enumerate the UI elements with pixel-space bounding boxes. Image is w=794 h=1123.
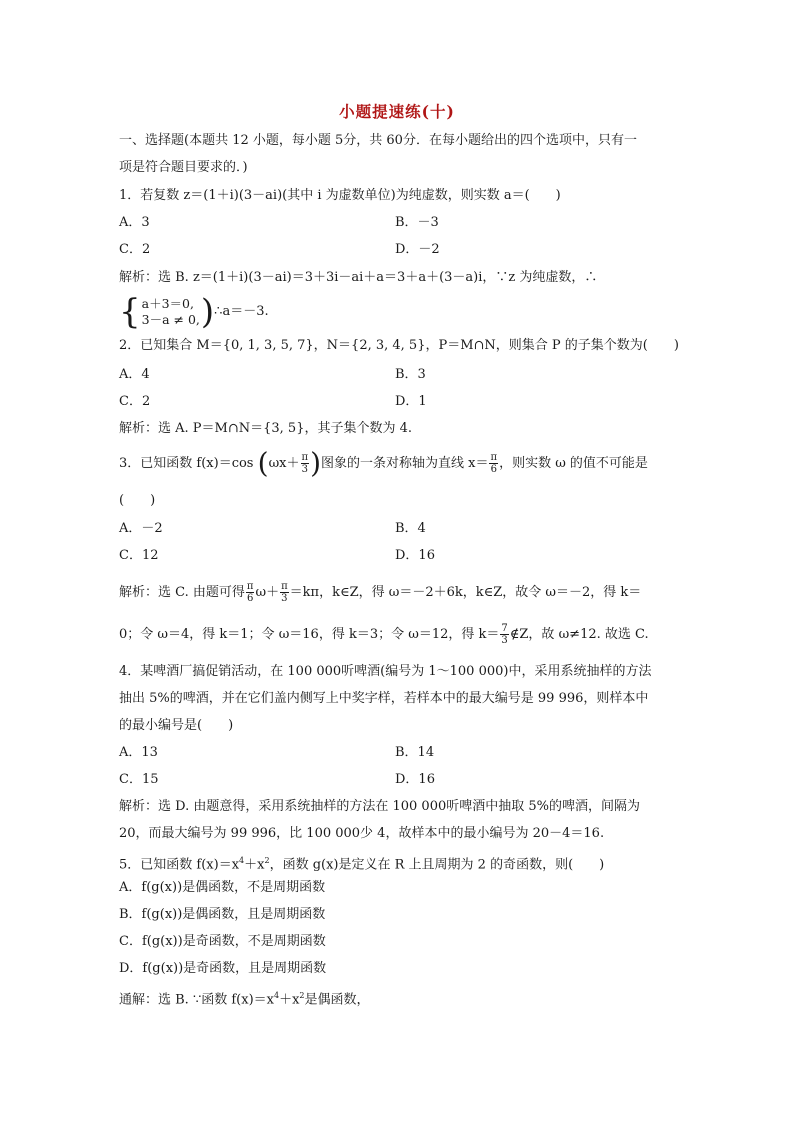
q5-solution: 通解：选 B. ∵函数 $f(x)=x^4+x^2$是偶函数， [119, 991, 370, 1008]
section-intro-line1: 一、选择题(本题共 12 小题，每小题 5分，共 60分．在每小题给出的四个选项中，只有一 [119, 133, 637, 148]
fraction-pi-over-3: $\frac{\pi}{3}$ [281, 581, 288, 604]
q2-option-d: D．1 [395, 394, 427, 409]
q5-stem: 5．已知函数 $f(x)=x^4+x^2$，函数 g(x)是定义在 R 上且周期为 2 的奇函数，则( ) [119, 856, 605, 873]
q2-option-b: B．3 [395, 367, 426, 382]
q3-answer-parens: ( ) [119, 493, 156, 508]
left-paren: ( [257, 446, 269, 480]
q5-option-d: D．f(g(x))是奇函数，且是周期函数 [119, 961, 327, 976]
system-row-1: a＋3＝0, [141, 296, 194, 311]
q4-stem-line2: 抽出 5%的啤酒，并在它们盖内侧写上中奖字样，若样本中的最大编号是 99 996，则样本中 [119, 691, 649, 706]
q4-option-d: D．16 [395, 772, 435, 787]
q2-option-a: A．4 [119, 367, 150, 382]
q4-stem-line1: 4．某啤酒厂搞促销活动，在 100 000听啤酒(编号为 1～100 000)中，采用系统抽样的方法 [119, 664, 652, 679]
q2-option-c: C．2 [119, 394, 151, 409]
system-conclusion: ∴a＝－3. [214, 304, 269, 319]
q4-stem-line3: 的最小编号是( ) [119, 718, 234, 733]
section-intro-line2: 项是符合题目要求的．) [119, 160, 248, 175]
q4-option-c: C．15 [119, 772, 159, 787]
q3-option-c: C．12 [119, 548, 159, 563]
q4-option-a: A．13 [119, 745, 158, 760]
q3-solution-line1: 解析：选 C. 由题可得 $\frac{\pi}{6}$ ω＋ $\frac{\pi}{3}$ ＝kπ，k∈Z，得 ω＝－2＋6k，k∈Z，故令 ω＝－2，得 k＝ [119, 581, 642, 604]
q3-solution-line2: 0；令 ω＝4，得 k＝1；令 ω＝16，得 k＝3；令 ω＝12，得 k＝ $\frac{7}{3}$ ∉Z，故 ω≠12. 故选 C. [119, 623, 649, 646]
q1-option-c: C．2 [119, 242, 151, 257]
q3-option-a: A．－2 [119, 521, 163, 536]
right-brace: ) [200, 292, 215, 332]
fraction-pi-over-3: $\frac{\pi}{3}$ [301, 452, 309, 475]
q3-option-b: B．4 [395, 521, 426, 536]
page-title: 小题提速练(十) [339, 102, 455, 121]
fraction-7-over-3: $\frac{7}{3}$ [501, 623, 508, 646]
q3-option-d: D．16 [395, 548, 435, 563]
q4-solution-line2: 20，而最大编号为 99 996，比 100 000少 4，故样本中的最小编号为 20－4＝16. [119, 826, 605, 841]
q3-stem: 3．已知函数 f(x)＝cos (ωx＋ $\frac{\pi}{3}$ )图象的一条对称轴为直线 x＝ $\frac{\pi}{6}$ ，则实数 ω 的值不可能是 [119, 446, 648, 480]
q1-stem: 1．若复数 z＝(1＋i)(3－ai)(其中 i 为虚数单位)为纯虚数，则实数 a＝( ) [119, 188, 561, 203]
system-row-2: 3－a ≠ 0, [141, 312, 200, 327]
q4-option-b: B．14 [395, 745, 435, 760]
q1-option-d: D．－2 [395, 242, 440, 257]
q5-option-a: A．f(g(x))是偶函数，不是周期函数 [119, 880, 326, 895]
q5-option-c: C．f(g(x))是奇函数，不是周期函数 [119, 934, 326, 949]
q1-option-b: B．－3 [395, 215, 439, 230]
q5-option-b: B．f(g(x))是偶函数，且是周期函数 [119, 907, 326, 922]
left-brace: { [119, 292, 141, 332]
q4-solution-line1: 解析：选 D. 由题意得，采用系统抽样的方法在 100 000听啤酒中抽取 5%的啤酒，间隔为 [119, 799, 641, 814]
q2-solution: 解析：选 A. P＝M∩N＝{3, 5}，其子集个数为 4. [119, 421, 412, 436]
q1-option-a: A．3 [119, 215, 150, 230]
q2-stem: 2．已知集合 M＝{0, 1, 3, 5, 7}，N＝{2, 3, 4, 5}，P＝M∩N，则集合 P 的子集个数为( ) [119, 338, 679, 353]
q1-solution: 解析：选 B. z＝(1＋i)(3－ai)＝3＋3i－ai＋a＝3＋a＋(3－a)i，∵z 为纯虚数，∴ [119, 270, 598, 285]
right-paren: ) [310, 446, 322, 480]
fraction-pi-over-6: $\frac{\pi}{6}$ [490, 452, 498, 475]
fraction-pi-over-6: $\frac{\pi}{6}$ [246, 581, 254, 604]
q1-solution-system [119, 292, 269, 332]
